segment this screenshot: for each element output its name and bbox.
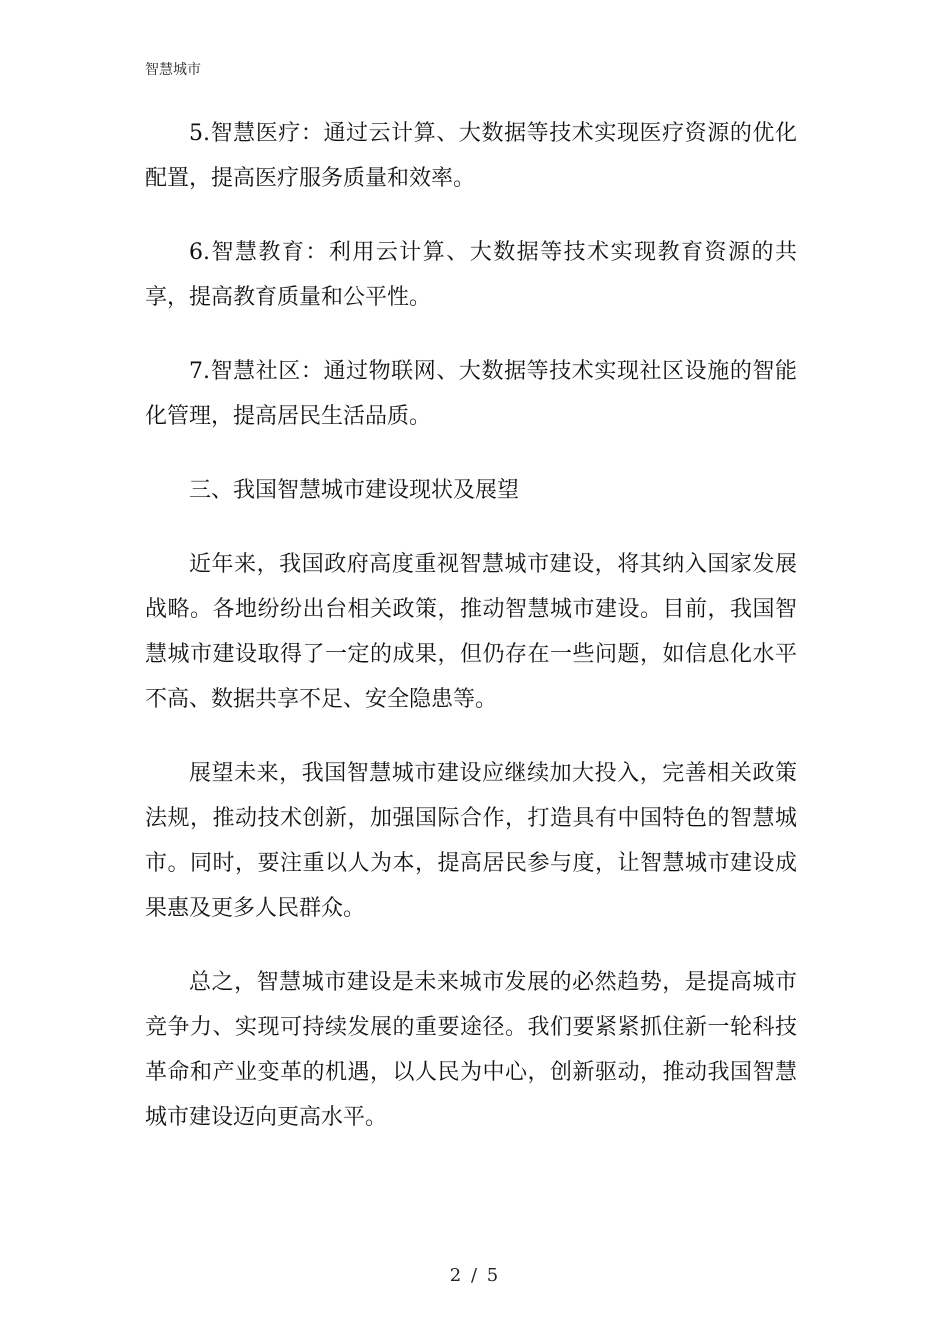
- page-number: 2 / 5: [449, 1265, 501, 1286]
- paragraph-current-status: 近年来，我国政府高度重视智慧城市建设，将其纳入国家发展战略。各地纷纷出台相关政策，推动智慧城市建设。目前，我国智慧城市建设取得了一定的成果，但仍存在一些问题，如信息化水平不高、数据共享不足、安全隐患等。: [145, 552, 797, 712]
- paragraph-conclusion: 总之，智慧城市建设是未来城市发展的必然趋势，是提高城市竞争力、实现可持续发展的重要途径。我们要紧紧抓住新一轮科技革命和产业变革的机遇，以人民为中心，创新驱动，推动我国智慧城市建设迈向更高水平。: [145, 970, 797, 1130]
- running-header: 智慧城市: [145, 62, 201, 78]
- list-item-smart-healthcare: 5.智慧医疗：通过云计算、大数据等技术实现医疗资源的优化配置，提高医疗服务质量和效率。: [145, 121, 797, 191]
- section-heading: 三、我国智慧城市建设现状及展望: [189, 478, 520, 503]
- list-item-smart-community: 7.智慧社区：通过物联网、大数据等技术实现社区设施的智能化管理，提高居民生活品质。: [145, 359, 797, 429]
- paragraph-outlook: 展望未来，我国智慧城市建设应继续加大投入，完善相关政策法规，推动技术创新，加强国际合作，打造具有中国特色的智慧城市。同时，要注重以人为本，提高居民参与度，让智慧城市建设成果惠及更多人民群众。: [145, 761, 797, 921]
- list-item-smart-education: 6.智慧教育：利用云计算、大数据等技术实现教育资源的共享，提高教育质量和公平性。: [145, 240, 797, 310]
- document-body: [145, 111, 797, 1169]
